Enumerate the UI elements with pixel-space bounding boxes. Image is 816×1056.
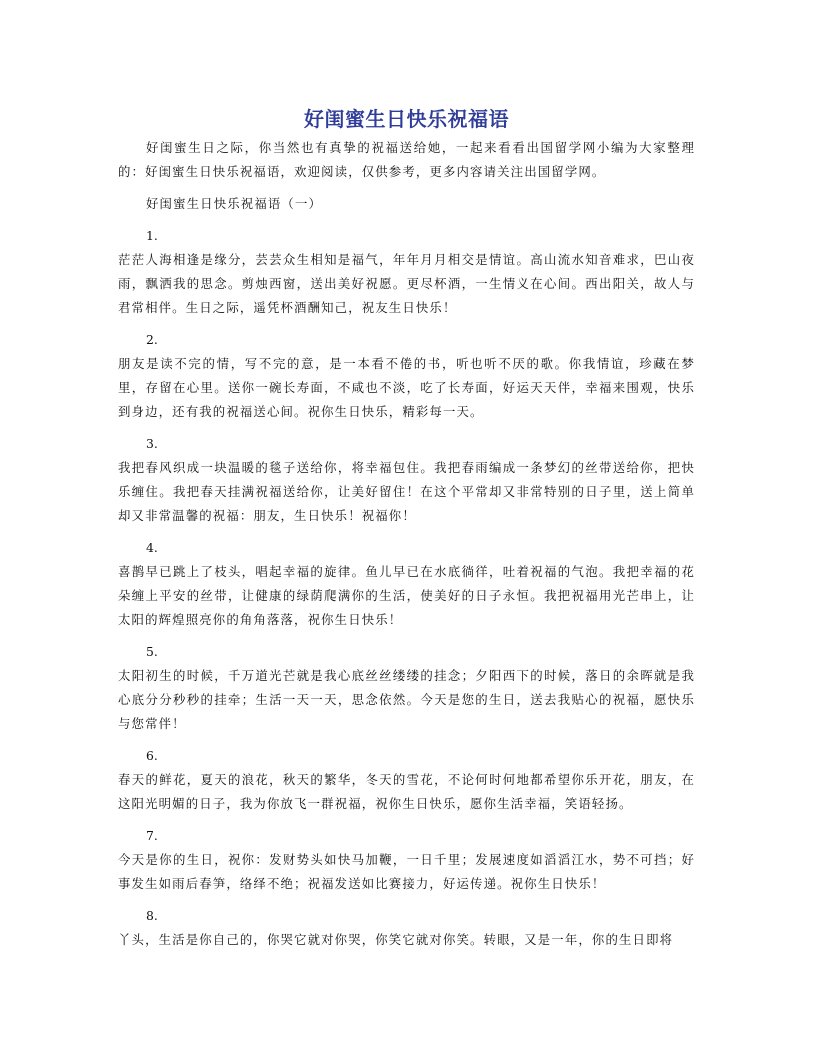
entry-text: 春天的鲜花，夏天的浪花，秋天的繁华，冬天的雪花，不论何时何地都希望你乐开花，朋友，在这阳光明媚的日子，我为你放飞一群祝福，祝你生日快乐，愿你生活幸福，笑语轻扬。 [118, 772, 695, 811]
entry-text: 喜鹊早已跳上了枝头，唱起幸福的旋律。鱼儿早已在水底徜徉，吐着祝福的气泡。我把幸福的花朵缠上平安的丝带，让健康的绿荫爬满你的生活，使美好的日子永恒。我把祝福用光芒串上，让太阳的辉煌照亮你的角角落落，祝你生日快乐！ [118, 564, 695, 627]
wish-entry-4 [118, 536, 695, 632]
entry-text: 我把春风织成一块温暖的毯子送给你，将幸福包住。我把春雨编成一条梦幻的丝带送给你，把快乐缠住。我把春天挂满祝福送给你，让美好留住！在这个平常却又非常特别的日子里，送上简单却又非常温馨的祝福：朋友，生日快乐！祝福你！ [118, 460, 695, 523]
entry-number: 4. [146, 540, 158, 555]
entry-number: 1. [146, 228, 158, 243]
document-title: 好闺蜜生日快乐祝福语 [304, 107, 509, 131]
entry-number: 3. [146, 436, 158, 451]
entry-text: 朋友是读不完的情，写不完的意，是一本看不倦的书，听也听不厌的歌。你我情谊，珍藏在梦里，存留在心里。送你一碗长寿面，不咸也不淡，吃了长寿面，好运天天伴，幸福来围观，快乐到身边，还有我的祝福送心间。祝你生日快乐，精彩每一天。 [118, 356, 695, 419]
entry-text: 丫头，生活是你自己的，你哭它就对你哭，你笑它就对你笑。转眼，又是一年，你的生日即将 [118, 932, 674, 947]
intro-paragraph: 好闺蜜生日之际，你当然也有真挚的祝福送给她，一起来看看出国留学网小编为大家整理的：好闺蜜生日快乐祝福语，欢迎阅读，仅供参考，更多内容请关注出国留学网。 [118, 140, 695, 179]
wish-entry-5 [118, 640, 695, 736]
document-body [118, 136, 695, 960]
entry-number: 2. [146, 332, 158, 347]
entry-number: 8. [146, 908, 158, 923]
wish-entry-3 [118, 432, 695, 528]
entry-number: 6. [146, 748, 158, 763]
entry-text: 今天是你的生日，祝你：发财势头如快马加鞭，一日千里；发展速度如滔滔江水，势不可挡；好事发生如雨后春笋，络绎不绝；祝福发送如比赛接力，好运传递。祝你生日快乐！ [118, 852, 695, 891]
wish-entry-6 [118, 744, 695, 816]
entry-text: 太阳初生的时候，千万道光芒就是我心底丝丝缕缕的挂念；夕阳西下的时候，落日的余晖就是我心底分分秒秒的挂牵；生活一天一天，思念依然。今天是您的生日，送去我贴心的祝福，愿快乐与您常伴！ [118, 668, 695, 731]
wish-entry-2 [118, 328, 695, 424]
entry-number: 5. [146, 644, 158, 659]
wish-entry-1 [118, 224, 695, 320]
entry-number: 7. [146, 828, 158, 843]
wish-entry-7 [118, 824, 695, 896]
section-heading: 好闺蜜生日快乐祝福语（一） [146, 196, 323, 211]
wish-entry-8 [118, 904, 695, 952]
entry-text: 茫茫人海相逢是缘分，芸芸众生相知是福气，年年月月相交是情谊。高山流水知音难求，巴山夜雨，飘洒我的思念。剪烛西窗，送出美好祝愿。更尽杯酒，一生情义在心间。西出阳关，故人与君常相伴。生日之际，遥凭杯酒酬知己，祝友生日快乐！ [118, 252, 695, 315]
